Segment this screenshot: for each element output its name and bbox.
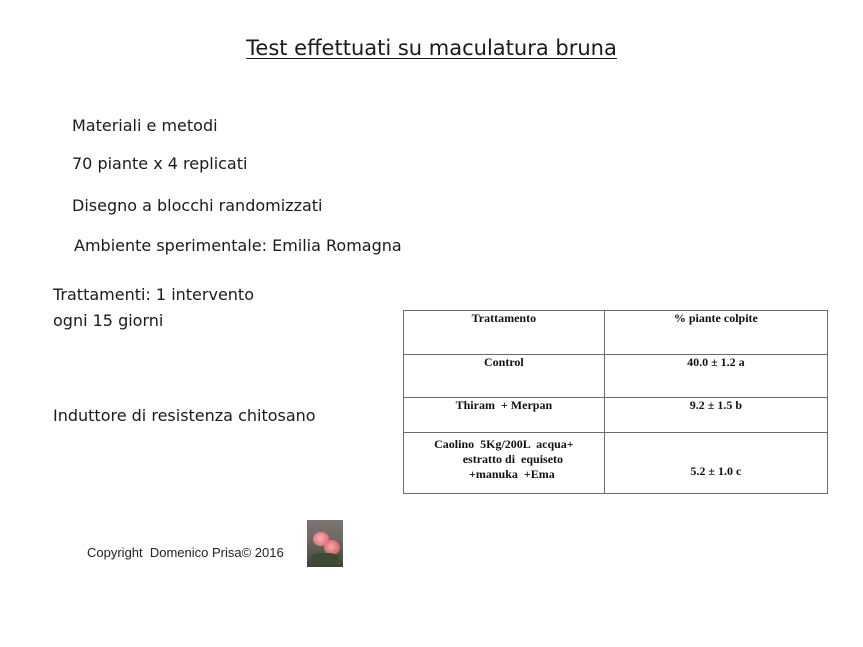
plants-line: 70 piante x 4 replicati [72, 154, 248, 173]
table-header-row [404, 311, 828, 355]
treatment-cell: Thiram + Merpan [404, 398, 605, 433]
treatments-line-2: ogni 15 giorni [53, 311, 164, 330]
treatment-line: Caolino 5Kg/200L acqua+ [434, 437, 574, 451]
foliage-shape [311, 553, 339, 565]
design-line: Disegno a blocchi randomizzati [72, 196, 323, 215]
value-cell: 40.0 ± 1.2 a [604, 355, 827, 398]
value-cell: 9.2 ± 1.5 b [604, 398, 827, 433]
header-treatment: Trattamento [404, 311, 605, 355]
treatments-line-1: Trattamenti: 1 intervento [53, 285, 254, 304]
results-table [403, 310, 828, 494]
materials-heading: Materiali e metodi [72, 116, 218, 135]
inducer-line: Induttore di resistenza chitosano [53, 406, 316, 425]
table-row [404, 398, 828, 433]
environment-line: Ambiente sperimentale: Emilia Romagna [74, 236, 402, 255]
slide-title [0, 36, 863, 60]
flower-photo-thumbnail [307, 520, 343, 567]
slide-title-text: Test effettuati su maculatura bruna [246, 36, 617, 60]
treatment-cell: Control [404, 355, 605, 398]
treatment-line: +manuka +Ema [469, 467, 555, 481]
treatment-cell [404, 433, 605, 494]
table-row [404, 355, 828, 398]
header-percent-affected: % piante colpite [604, 311, 827, 355]
value-cell: 5.2 ± 1.0 c [604, 433, 827, 494]
copyright-text: Copyright Domenico Prisa© 2016 [87, 545, 284, 560]
table-row [404, 433, 828, 494]
treatment-line: estratto di equiseto [462, 452, 564, 466]
